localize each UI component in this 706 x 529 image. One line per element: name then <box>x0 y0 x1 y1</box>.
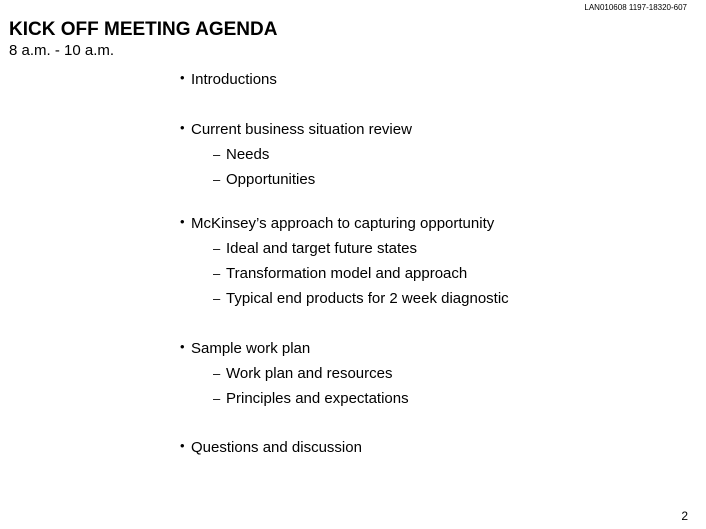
slide-subtitle: 8 a.m. - 10 a.m. <box>9 42 115 59</box>
agenda-subitem <box>213 290 509 308</box>
bullet-icon: • <box>180 120 185 135</box>
bullet-icon: • <box>180 339 185 354</box>
agenda-item <box>180 340 310 358</box>
agenda-item <box>180 439 362 457</box>
dash-icon: – <box>213 241 221 256</box>
agenda-subitem <box>213 390 409 408</box>
agenda-item-label: Questions and discussion <box>191 439 362 456</box>
agenda-subitem-label: Principles and expectations <box>226 390 409 407</box>
agenda-subitem-label: Transformation model and approach <box>226 265 468 282</box>
dash-icon: – <box>213 147 221 162</box>
agenda-subitem <box>213 365 392 383</box>
agenda-subitem <box>213 146 269 164</box>
slide-title: KICK OFF MEETING AGENDA <box>9 19 278 40</box>
bullet-icon: • <box>180 214 185 229</box>
agenda-subitem <box>213 240 417 258</box>
agenda-item-label: McKinsey’s approach to capturing opportunity <box>191 215 495 232</box>
dash-icon: – <box>213 391 221 406</box>
agenda-item-label: Sample work plan <box>191 340 311 357</box>
agenda-item-label: Current business situation review <box>191 121 412 138</box>
document-id: LAN010608 1197-18320-607 <box>584 3 687 12</box>
dash-icon: – <box>213 291 221 306</box>
dash-icon: – <box>213 172 221 187</box>
agenda-subitem-label: Typical end products for 2 week diagnostic <box>226 290 509 307</box>
agenda-subitem <box>213 171 315 189</box>
bullet-icon: • <box>180 438 185 453</box>
agenda-item <box>180 215 494 233</box>
agenda-item-label: Introductions <box>191 71 277 88</box>
page-number: 2 <box>681 509 688 523</box>
agenda-subitem <box>213 265 467 283</box>
agenda-subitem-label: Ideal and target future states <box>226 240 417 257</box>
dash-icon: – <box>213 266 221 281</box>
agenda-subitem-label: Work plan and resources <box>226 365 393 382</box>
bullet-icon: • <box>180 70 185 85</box>
agenda-subitem-label: Opportunities <box>226 171 316 188</box>
agenda-item <box>180 71 277 89</box>
agenda-subitem-label: Needs <box>226 146 270 163</box>
agenda-item <box>180 121 412 139</box>
dash-icon: – <box>213 366 221 381</box>
